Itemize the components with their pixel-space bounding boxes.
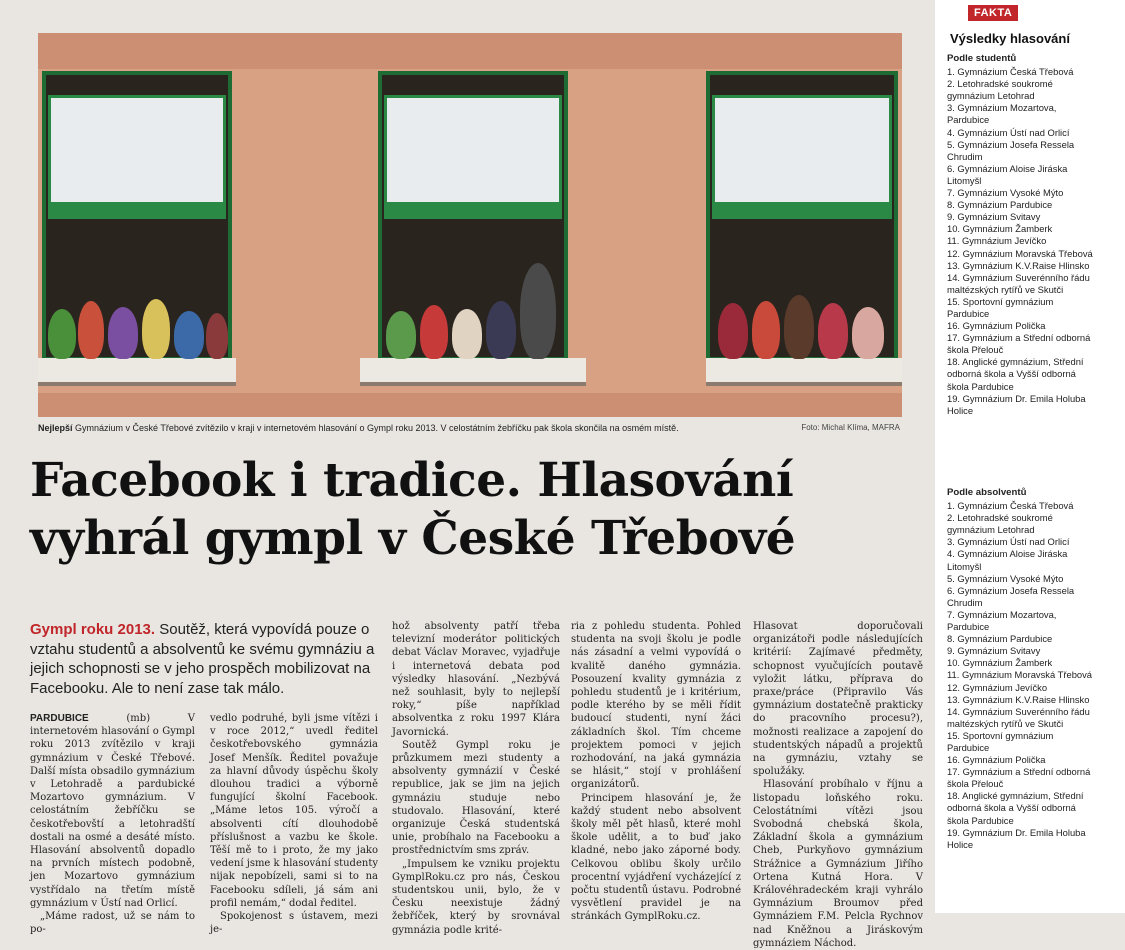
dateline: PARDUBICE <box>30 713 89 724</box>
list-item: škola Pardubice <box>947 814 1014 826</box>
list-item: 17. Gymnázium a Střední odborná <box>947 766 1091 778</box>
students-results-list <box>947 53 1122 417</box>
lead-text: Soutěž, která vypovídá pouze o vztahu studentů a absolventů ke svému gymnáziu a jejich schopnosti se v jeho prospěch mobilizovat na Facebooku. Ale to není zase tak málo. <box>30 621 375 697</box>
list-item: 2. Letohradské soukromé <box>947 512 1053 524</box>
list-item: maltézských rytířů ve Skutči <box>947 283 1064 295</box>
window-frame <box>712 205 892 219</box>
list-item: 12. Gymnázium Moravská Třebová <box>947 247 1093 259</box>
list-item: 15. Sportovní gymnázium <box>947 295 1054 307</box>
list-item: gymnázium Letohrad <box>947 524 1035 536</box>
list-item: Holice <box>947 404 974 416</box>
list-item: 3. Gymnázium Mozartova, <box>947 102 1057 114</box>
student-figure <box>386 311 416 359</box>
list-item: 4. Gymnázium Ústí nad Orlicí <box>947 126 1070 138</box>
student-figure <box>520 263 556 359</box>
list-item: 1. Gymnázium Česká Třebová <box>947 500 1074 512</box>
list-item: Chrudim <box>947 596 983 608</box>
list-item: odborná škola a Vyšší odborná <box>947 368 1076 380</box>
list-item: 13. Gymnázium K.V.Raise Hlinsko <box>947 259 1090 271</box>
student-figure <box>852 307 884 359</box>
list-item: 10. Gymnázium Žamberk <box>947 657 1053 669</box>
paragraph: „Impulsem ke vzniku projektu GymplRoku.cz pro nás, Českou studentskou unii, bylo, že v Česku neexistuje žádný žebříček, který by srovnával gymnázia podle krité- <box>392 858 560 936</box>
sidebar-title: Výsledky hlasování <box>950 31 1070 46</box>
list-item: odborná škola a Vyšší odborná <box>947 802 1076 814</box>
list-item: 6. Gymnázium Aloise Jiráska <box>947 162 1068 174</box>
list-item: 5. Gymnázium Josefa Ressela <box>947 138 1075 150</box>
facade-band-lower <box>38 393 902 417</box>
article-column-5 <box>753 620 923 950</box>
caption-lead: Nejlepší <box>38 423 73 433</box>
paragraph: Principem hlasování je, že každý student nebo absolvent školy měl pět hlasů, které mohl škole udělit, a to buď jako kladné, nebo jako záporné body. Celkovou oblibu školy určilo procentní vyjádření vycházející z počtu studentů ústavu. Podrobné vysvětlení pravidel je na stránkách GymplRoku.cz. <box>571 792 741 923</box>
fakta-sidebar <box>935 0 1125 913</box>
window-frame <box>384 205 562 219</box>
student-figure <box>142 299 170 359</box>
list-item: 6. Gymnázium Josefa Ressela <box>947 584 1075 596</box>
list-item: 1. Gymnázium Česká Třebová <box>947 66 1074 78</box>
list-item: Litomyšl <box>947 560 982 572</box>
list-item: 19. Gymnázium Dr. Emila Holuba <box>947 392 1086 404</box>
list-item: 4. Gymnázium Aloise Jiráska <box>947 548 1068 560</box>
list-item: 8. Gymnázium Pardubice <box>947 633 1053 645</box>
student-figure <box>78 301 104 359</box>
list-item: 15. Sportovní gymnázium <box>947 729 1054 741</box>
photo-caption <box>38 422 902 434</box>
window-pane <box>384 95 562 205</box>
list-item: 9. Gymnázium Svitavy <box>947 645 1041 657</box>
article-lead <box>30 620 390 698</box>
school-photo <box>38 33 902 417</box>
article-column-3 <box>392 620 560 937</box>
list-item: 5. Gymnázium Vysoké Mýto <box>947 572 1064 584</box>
window-sill <box>38 358 236 386</box>
list-item: maltézských rytířů ve Skutči <box>947 717 1064 729</box>
list-item: 2. Letohradské soukromé <box>947 78 1053 90</box>
fakta-tag: FAKTA <box>968 5 1018 21</box>
paragraph: Hlasování probíhalo v říjnu a listopadu loňského roku. Celostátními vítězi jsou Svobodná chebská škola, Základní škola a gymnázium Cheb, Purkyňovo gymnázium Strážnice a Gymnázium Jiřího Ortena Kutná Hora. V Královéhradeckém kraji vyhrálo Gymnázium Broumov před Gymnáziem F.M. Pelcla Rychnov nad Kněžnou a Jiráskovým gymnáziem Náchod. <box>753 779 923 949</box>
list-item: 17. Gymnázium a Střední odborná <box>947 332 1091 344</box>
student-figure <box>718 303 748 359</box>
paragraph: Hlasovat doporučovali organizátoři podle následujících kritérií: Zajímavé předměty, schopnost vyučujících poutavě vyložit látku, příprava do praxe/práce (Připravilo Vás gymnázium dostatečně prakticky do pracovního procesu?), možnosti realizace a zapojení do studentských nápadů a projektů na gymnáziu, vztahy se spolužáky. <box>753 621 923 778</box>
list-item: 16. Gymnázium Polička <box>947 320 1046 332</box>
student-figure <box>108 307 138 359</box>
student-figure <box>818 303 848 359</box>
list-item: škola Přelouč <box>947 778 1004 790</box>
student-figure <box>752 301 780 359</box>
photo-credit: Foto: Michal Klíma, MAFRA <box>801 423 900 432</box>
list-item: Chrudim <box>947 150 983 162</box>
student-figure <box>452 309 482 359</box>
list-item: 11. Gymnázium Moravská Třebová <box>947 669 1093 681</box>
lead-kicker: Gympl roku 2013. <box>30 621 156 638</box>
list-item: Pardubice <box>947 307 990 319</box>
list-item: Pardubice <box>947 621 990 633</box>
alumni-results-list <box>947 487 1122 851</box>
window-sill <box>706 358 902 386</box>
student-figure <box>420 305 448 359</box>
window-sill <box>360 358 586 386</box>
student-figure <box>206 313 228 359</box>
student-figure <box>486 301 516 359</box>
list-item: 16. Gymnázium Polička <box>947 754 1046 766</box>
paragraph: Spokojenost s ústavem, mezi je- <box>210 911 378 936</box>
list-header: Podle studentů <box>947 53 1017 64</box>
paragraph: „Máme radost, už se nám to po- <box>30 911 195 936</box>
paragraph: ria z pohledu studenta. Pohled studenta na svoji školu je podle nás zásadní a velmi vypovídá o kvalitě daného gymnázia. Posouzení kvality gymnázia z pohledu studentů je i kritérium, podle kterého by se měli řídit budoucí studenti, nyní žáci základních škol. Tím chceme projektem pomoci v jejich rozhodování, na jaká gymnázia se hlásit,“ stojí v prohlášení organizátorů. <box>571 621 741 791</box>
window-pane <box>712 95 892 205</box>
paragraph: (mb) V internetovém hlasování o Gympl roku 2013 zvítězilo v kraji gymnázium v České Třebové. Další místa obsadilo gymnázium v Letohradě a pardubické Mozartovo gymnázium. V celostátním žebříčku se českotřebovští a letohradští dostali na osmé a desáté místo. Hlasování absolventů dopadlo na prvních místech podobně, jen Mozartovo gymnázium vystřídalo na třetím místě gymnázium v Ústí nad Orlicí. <box>30 713 195 909</box>
article-column-4 <box>571 620 741 924</box>
list-item: 11. Gymnázium Jevíčko <box>947 235 1047 247</box>
student-figure <box>174 311 204 359</box>
list-item: 3. Gymnázium Ústí nad Orlicí <box>947 536 1070 548</box>
list-item: 19. Gymnázium Dr. Emila Holuba <box>947 826 1086 838</box>
list-item: 13. Gymnázium K.V.Raise Hlinsko <box>947 693 1090 705</box>
list-header: Podle absolventů <box>947 487 1027 498</box>
list-item: 7. Gymnázium Mozartova, <box>947 608 1057 620</box>
list-item: Holice <box>947 838 974 850</box>
student-figure <box>784 295 814 359</box>
window-pane <box>48 95 226 205</box>
facade-band <box>38 33 902 69</box>
student-figure <box>48 309 76 359</box>
list-item: Pardubice <box>947 741 990 753</box>
list-item: 7. Gymnázium Vysoké Mýto <box>947 187 1064 199</box>
list-item: 9. Gymnázium Svitavy <box>947 211 1041 223</box>
list-item: škola Pardubice <box>947 380 1014 392</box>
headline-line-2: vyhrál gympl v České Třebové <box>30 511 796 566</box>
article-column-1 <box>30 712 195 936</box>
list-item: gymnázium Letohrad <box>947 90 1035 102</box>
window-frame <box>48 205 226 219</box>
list-item: 12. Gymnázium Jevíčko <box>947 681 1048 693</box>
list-item: 18. Anglické gymnázium, Střední <box>947 356 1084 368</box>
list-item: 8. Gymnázium Pardubice <box>947 199 1053 211</box>
article-headline <box>30 452 930 568</box>
list-item: 18. Anglické gymnázium, Střední <box>947 790 1084 802</box>
paragraph: hož absolventy patří třeba televizní moderátor politických debat Václav Moravec, vyjadřuje i internetová debata pod výsledky hlasování. „Nezbývá než souhlasit, byly to nejlepší roky,“ píše například absolventka z roku 1997 Klára Javornická. <box>392 621 560 738</box>
paragraph: Soutěž Gympl roku je průzkumem mezi studenty a absolventy gymnázií v České republice, jak se jim na jejich gymnáziu studuje nebo studovalo. Hlasování, které organizuje Česká studentská unie, probíhalo na Facebooku a prostřednictvím sms zpráv. <box>392 739 560 857</box>
list-item: 10. Gymnázium Žamberk <box>947 223 1053 235</box>
paragraph: vedlo podruhé, byli jsme vítězi i v roce 2012,“ uvedl ředitel českotřebovského gymnázia Josef Menšík. Ředitel považuje za hlavní důvody úspěchu školy dlouhou tradici a výborně fungující školní Facebook. „Máme letos 105. výročí a absolventi cítí dlouhodobě příslušnost a vazbu ke škole. Těší mě to i proto, že my jako vedení jsme k hlasování studenty nijak nepobízeli, sami si to na Facebooku sdíleli, já sám ani profil nemám,“ dodal ředitel. <box>210 713 378 909</box>
list-item: 14. Gymnázium Suverénního řádu <box>947 271 1090 283</box>
list-item: škola Přelouč <box>947 344 1004 356</box>
article-column-2 <box>210 712 378 936</box>
caption-text: Gymnázium v České Třebové zvítězilo v kraji v internetovém hlasování o Gympl roku 2013. V celostátním žebříčku pak škola skončila na osmém místě. <box>75 423 679 433</box>
list-item: 14. Gymnázium Suverénního řádu <box>947 705 1090 717</box>
list-item: Litomyšl <box>947 174 982 186</box>
headline-line-1: Facebook i tradice. Hlasování <box>30 453 794 508</box>
list-item: Pardubice <box>947 114 990 126</box>
